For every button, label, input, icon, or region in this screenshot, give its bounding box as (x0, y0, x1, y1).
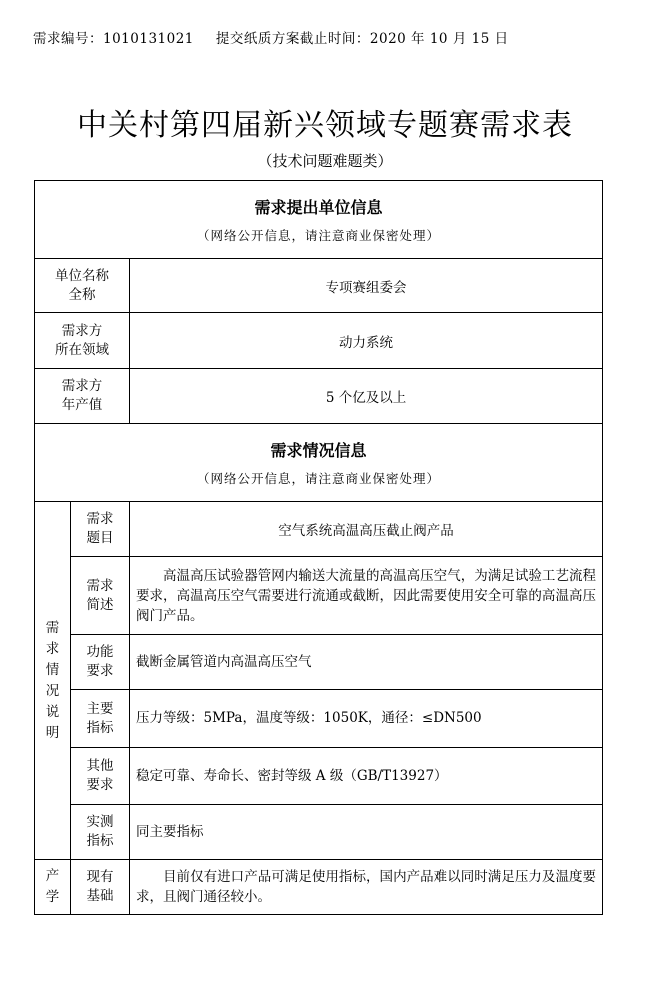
table-row (35, 313, 603, 369)
row-label: 主要 指标 (71, 690, 130, 748)
table-row (35, 502, 603, 557)
requirement-summary-value: 高温高压试验器管网内输送大流量的高温高压空气，为满足试验工艺流程要求，高温高压空气需要进行流通或截断，因此需要使用安全可靠的高温高压阀门产品。 (130, 557, 603, 635)
section2-title: 需求情况信息 (270, 441, 367, 460)
deadline-date: 2020 年 10 月 15 日 (369, 31, 509, 47)
existing-basis-value: 目前仅有进口产品可满足使用指标，国内产品难以同时满足压力及温度要求，且阀门通径较小。 (130, 860, 603, 915)
requirement-table (34, 180, 603, 915)
section-header-row (35, 424, 603, 502)
main-indicator-value: 压力等级：5MPa，温度等级：1050K，通径：≤DN500 (130, 690, 603, 748)
group-label-requirement: 需 求 情 况 说 明 (35, 502, 71, 860)
section1-note: （网络公开信息，请注意商业保密处理） (197, 228, 441, 243)
page-subtitle: （技术问题难题类） (257, 152, 393, 170)
req-no: 1010131021 (103, 31, 194, 47)
section1-title: 需求提出单位信息 (254, 198, 383, 217)
header-line (33, 27, 509, 47)
table-row (35, 259, 603, 313)
row-label: 需求 题目 (71, 502, 130, 557)
page-title: 中关村第四届新兴领域专题赛需求表 (77, 108, 573, 143)
row-label: 单位名称 全称 (35, 259, 130, 313)
table-row (35, 805, 603, 860)
row-label: 其他 要求 (71, 748, 130, 805)
row-label: 需求 简述 (71, 557, 130, 635)
table-row (35, 369, 603, 424)
section2-header (35, 424, 603, 502)
field-value: 动力系统 (130, 313, 603, 369)
row-label: 需求方 年产值 (35, 369, 130, 424)
row-label: 实测 指标 (71, 805, 130, 860)
table-row (35, 748, 603, 805)
req-no-label: 需求编号： (33, 31, 103, 47)
deadline-label: 提交纸质方案截止时间： (215, 31, 370, 47)
requirement-title-value: 空气系统高温高压截止阀产品 (130, 502, 603, 557)
table-row (35, 690, 603, 748)
row-label: 功能 要求 (71, 635, 130, 690)
unit-name-value: 专项赛组委会 (130, 259, 603, 313)
table-row (35, 557, 603, 635)
other-requirement-value: 稳定可靠、寿命长、密封等级 A 级（GB/T13927） (130, 748, 603, 805)
section1-header (35, 181, 603, 259)
row-label: 需求方 所在领域 (35, 313, 130, 369)
group-label-industry: 产 学 (35, 860, 71, 915)
output-value: 5 个亿及以上 (130, 369, 603, 424)
section-header-row (35, 181, 603, 259)
row-label: 现有 基础 (71, 860, 130, 915)
function-requirement-value: 截断金属管道内高温高压空气 (130, 635, 603, 690)
table-row (35, 635, 603, 690)
table-row (35, 860, 603, 915)
measured-indicator-value: 同主要指标 (130, 805, 603, 860)
section2-note: （网络公开信息，请注意商业保密处理） (197, 471, 441, 486)
